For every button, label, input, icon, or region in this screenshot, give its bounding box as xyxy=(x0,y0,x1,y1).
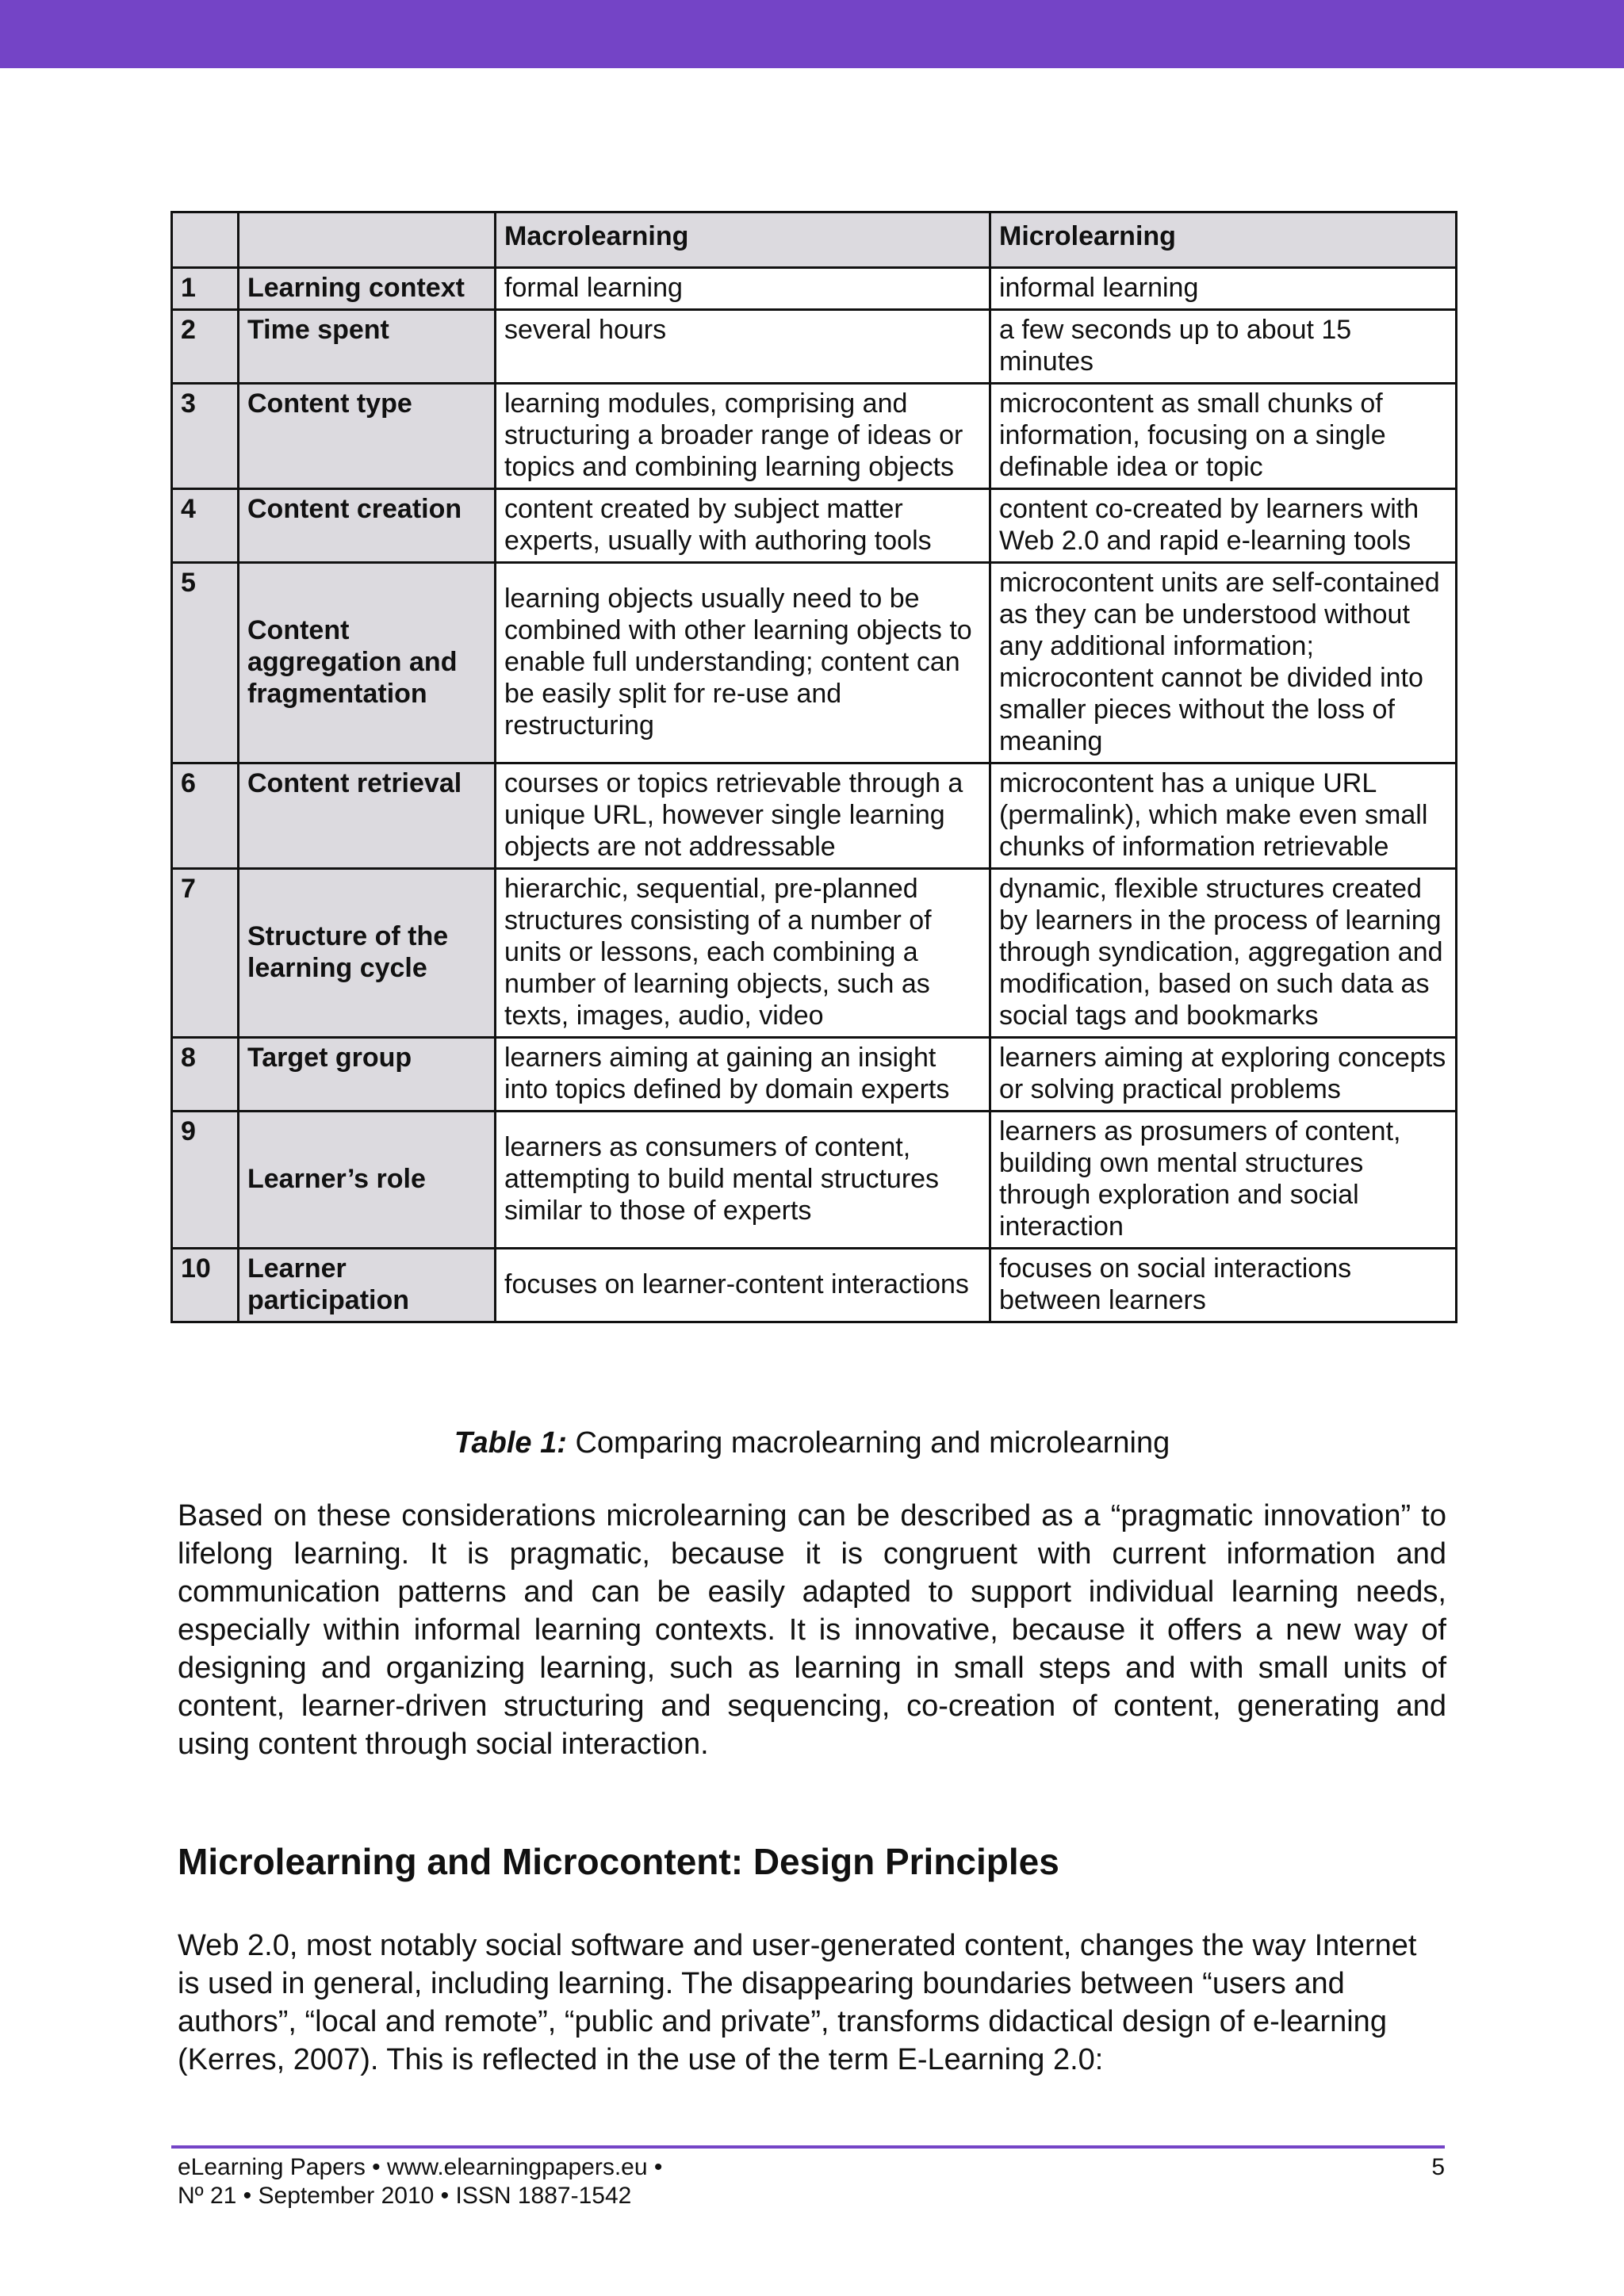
macro-cell: hierarchic, sequential, pre-planned structures consisting of a number of units or lessons, each combining a number of learning objects, such as texts, images, audio, video xyxy=(496,869,990,1038)
micro-cell: focuses on social interactions between learners xyxy=(990,1249,1457,1322)
macro-cell: formal learning xyxy=(496,268,990,310)
page-number: 5 xyxy=(1431,2154,1445,2180)
row-number: 6 xyxy=(172,763,239,869)
row-label: Content creation xyxy=(239,489,496,563)
macro-cell: learning modules, comprising and structuring a broader range of ideas or topics and combining learning objects xyxy=(496,384,990,489)
micro-cell: microcontent has a unique URL (permalink), which make even small chunks of information retrievable xyxy=(990,763,1457,869)
row-label: Content type xyxy=(239,384,496,489)
row-label: Learner participation xyxy=(239,1249,496,1322)
comparison-table xyxy=(170,211,1457,1323)
header-microlearning: Microlearning xyxy=(990,212,1457,268)
row-label: Learner’s role xyxy=(239,1112,496,1249)
row-number: 10 xyxy=(172,1249,239,1322)
table-caption xyxy=(0,1425,1624,1460)
table-row xyxy=(172,384,1457,489)
row-label: Content retrieval xyxy=(239,763,496,869)
row-number: 8 xyxy=(172,1038,239,1112)
micro-cell: learners aiming at exploring concepts or solving practical problems xyxy=(990,1038,1457,1112)
table-row xyxy=(172,869,1457,1038)
micro-cell: learners as prosumers of content, building own mental structures through exploration and social interaction xyxy=(990,1112,1457,1249)
micro-cell: content co-created by learners with Web 2.0 and rapid e-learning tools xyxy=(990,489,1457,563)
table-row xyxy=(172,1038,1457,1112)
macro-cell: learners aiming at gaining an insight into topics defined by domain experts xyxy=(496,1038,990,1112)
caption-label: Table 1: xyxy=(454,1426,567,1460)
row-number: 1 xyxy=(172,268,239,310)
caption-text: Comparing macrolearning and microlearning xyxy=(575,1426,1170,1460)
row-number: 3 xyxy=(172,384,239,489)
table-row xyxy=(172,268,1457,310)
footer-publication: eLearning Papers • www.elearningpapers.eu • xyxy=(178,2154,663,2180)
row-number: 5 xyxy=(172,563,239,763)
row-number: 7 xyxy=(172,869,239,1038)
top-accent-bar xyxy=(0,0,1624,68)
body-paragraph: Based on these considerations microlearning can be described as a “pragmatic innovation” to lifelong learning. It is pragmatic, because it is congruent with current information and communication patterns and can be easily adapted to support individual learning needs, especially within informal learning contexts. It is innovative, because it offers a new way of designing and organizing learning, such as learning in small steps and with small units of content, learner-driven structuring and sequencing, co-creation of content, generating and using content through social interaction. xyxy=(178,1499,1446,1761)
macro-cell: learning objects usually need to be combined with other learning objects to enable full understanding; content can be easily split for re-use and restructuring xyxy=(496,563,990,763)
header-macrolearning: Macrolearning xyxy=(496,212,990,268)
macro-cell: focuses on learner-content interactions xyxy=(496,1249,990,1322)
row-label: Target group xyxy=(239,1038,496,1112)
footer-divider xyxy=(171,2145,1445,2149)
macro-cell: learners as consumers of content, attempting to build mental structures similar to those of experts xyxy=(496,1112,990,1249)
table-row xyxy=(172,563,1457,763)
table-row xyxy=(172,1112,1457,1249)
table-row xyxy=(172,1249,1457,1322)
macro-cell: content created by subject matter experts, usually with authoring tools xyxy=(496,489,990,563)
row-number: 9 xyxy=(172,1112,239,1249)
body-paragraph-web20: Web 2.0, most notably social software and user-generated content, changes the way Internet is used in general, including learning. The disappearing boundaries between “users and authors”, “local and remote”, “public and private”, transforms didactical design of e-learning (Kerres, 2007). This is reflected in the use of the term E-Learning 2.0: xyxy=(178,1929,1417,2076)
footer-issue: Nº 21 • September 2010 • ISSN 1887-1542 xyxy=(178,2183,632,2209)
micro-cell: dynamic, flexible structures created by learners in the process of learning through syndication, aggregation and modification, based on such data as social tags and bookmarks xyxy=(990,869,1457,1038)
micro-cell: microcontent units are self-contained as they can be understood without any additional information; microcontent cannot be divided into smaller pieces without the loss of meaning xyxy=(990,563,1457,763)
micro-cell: microcontent as small chunks of information, focusing on a single definable idea or topic xyxy=(990,384,1457,489)
header-label xyxy=(239,212,496,268)
row-label: Time spent xyxy=(239,310,496,384)
macro-cell: courses or topics retrievable through a unique URL, however single learning objects are not addressable xyxy=(496,763,990,869)
micro-cell: a few seconds up to about 15 minutes xyxy=(990,310,1457,384)
macro-cell: several hours xyxy=(496,310,990,384)
row-label: Structure of the learning cycle xyxy=(239,869,496,1038)
table-header-row xyxy=(172,212,1457,268)
row-number: 4 xyxy=(172,489,239,563)
row-label: Content aggregation and fragmentation xyxy=(239,563,496,763)
header-num xyxy=(172,212,239,268)
row-number: 2 xyxy=(172,310,239,384)
table-row xyxy=(172,310,1457,384)
table-row xyxy=(172,489,1457,563)
section-heading: Microlearning and Microcontent: Design Principles xyxy=(178,1841,1059,1882)
table-row xyxy=(172,763,1457,869)
micro-cell: informal learning xyxy=(990,268,1457,310)
row-label: Learning context xyxy=(239,268,496,310)
